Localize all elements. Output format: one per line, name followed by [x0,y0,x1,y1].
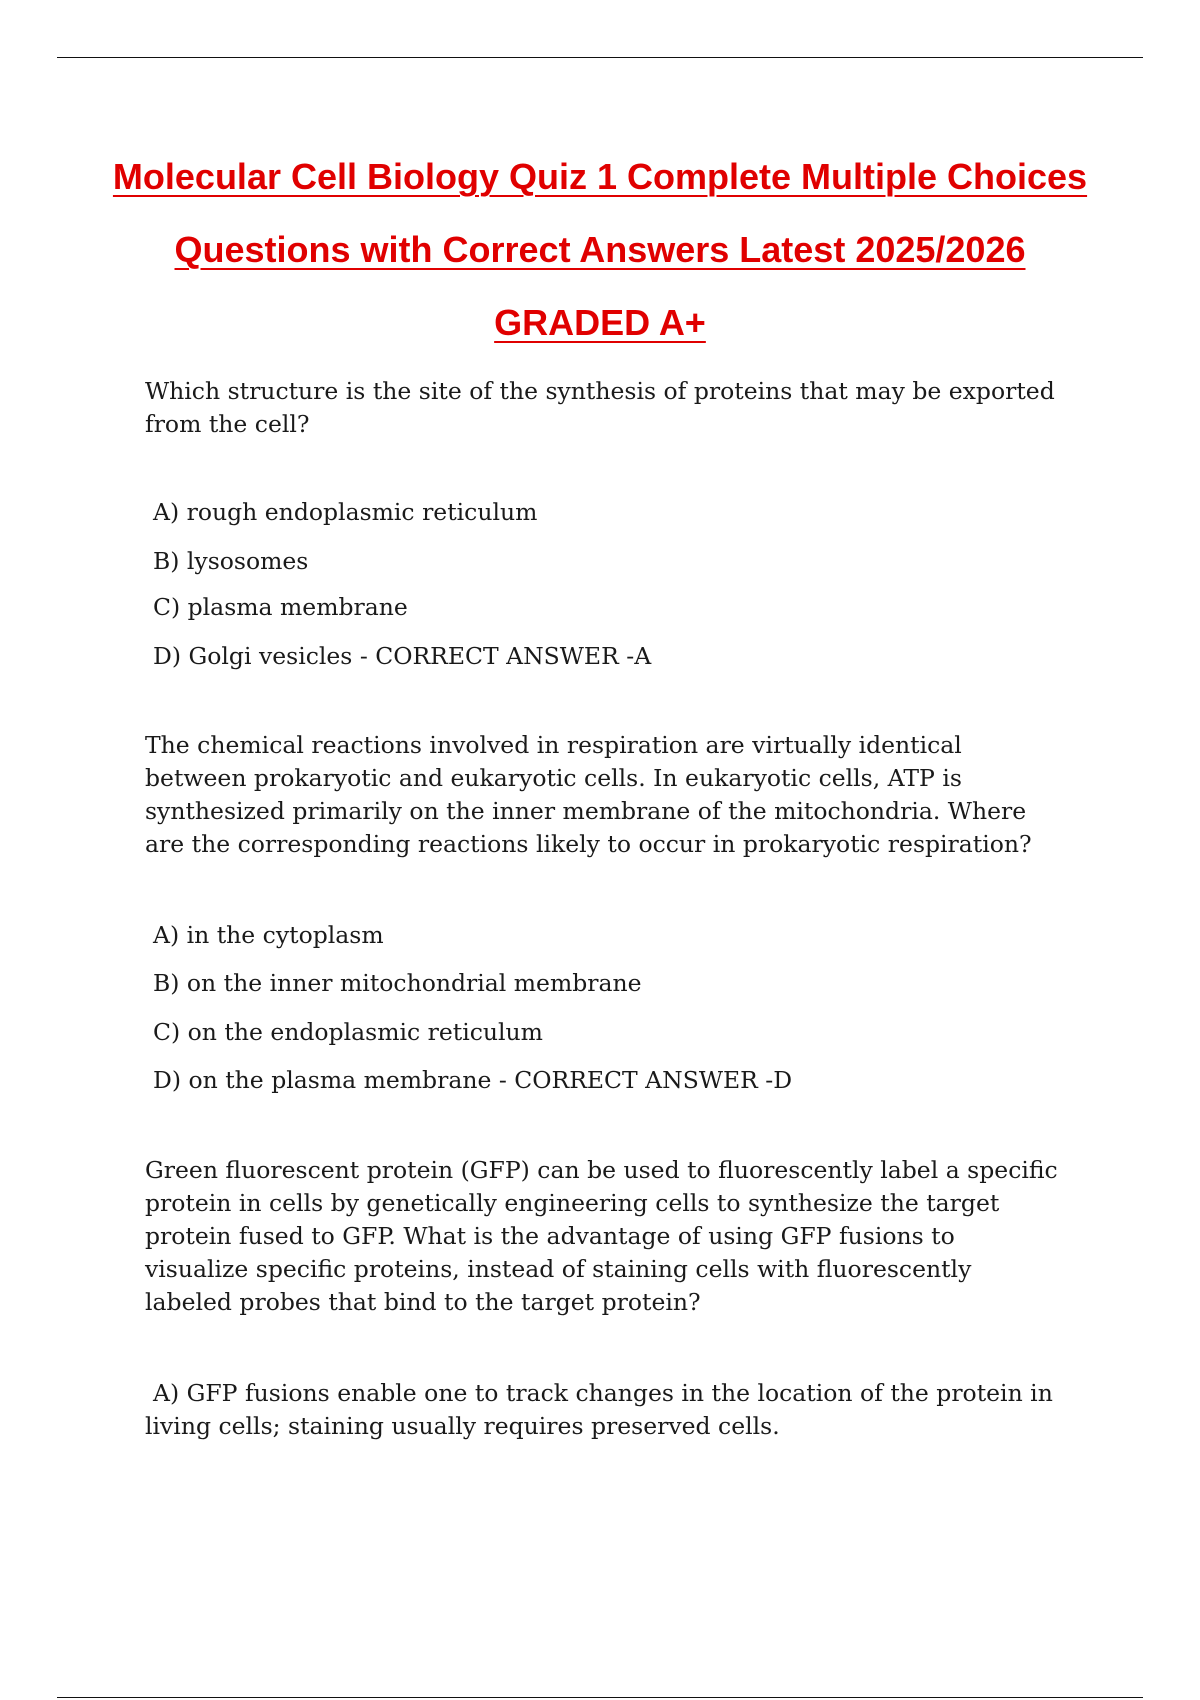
top-divider [57,57,1143,58]
answer-option: A) in the cytoplasm [153,921,384,949]
answer-option: C) on the endoplasmic reticulum [153,1018,543,1046]
answer-option-correct: D) Golgi vesicles - CORRECT ANSWER -A [153,642,652,670]
answer-options [145,919,1065,1097]
answer-option: B) lysosomes [153,547,309,575]
question-text: The chemical reactions involved in respiration are virtually identical between prokaryotic and eukaryotic cells. In eukaryotic cells, ATP is synthesized primarily on the inner membrane of the mitochondria. Where are the corresponding reactions likely to occur in prokaryotic respiration? [145,731,1032,858]
question-1 [145,375,1065,673]
answer-options [145,496,1065,673]
answer-option: C) plasma membrane [153,593,408,621]
question-2 [145,729,1065,1097]
document-title: Molecular Cell Biology Quiz 1 Complete Multiple Choices Questions with Correct Answers Latest 2025/2026 GRADED A+ [112,156,1088,343]
answer-options [145,1377,1065,1443]
question-text: Which structure is the site of the synthesis of proteins that may be exported from the cell? [145,377,1055,438]
bottom-divider [57,1697,1143,1698]
question-3 [145,1154,1065,1443]
answer-option-correct: D) on the plasma membrane - CORRECT ANSWER -D [153,1066,793,1094]
question-text: Green fluorescent protein (GFP) can be used to fluorescently label a specific protein in cells by genetically engineering cells to synthesize the target protein fused to GFP. What is the advantage of using GFP fusions to visualize specific proteins, instead of staining cells with fluorescently labeled probes that bind to the target protein? [145,1156,1058,1316]
answer-option: A) rough endoplasmic reticulum [153,498,538,526]
answer-option: B) on the inner mitochondrial membrane [153,969,642,997]
answer-option: A) GFP fusions enable one to track changes in the location of the protein in living cells; staining usually requires preserved cells. [145,1379,1053,1440]
document-body [145,375,1065,1443]
